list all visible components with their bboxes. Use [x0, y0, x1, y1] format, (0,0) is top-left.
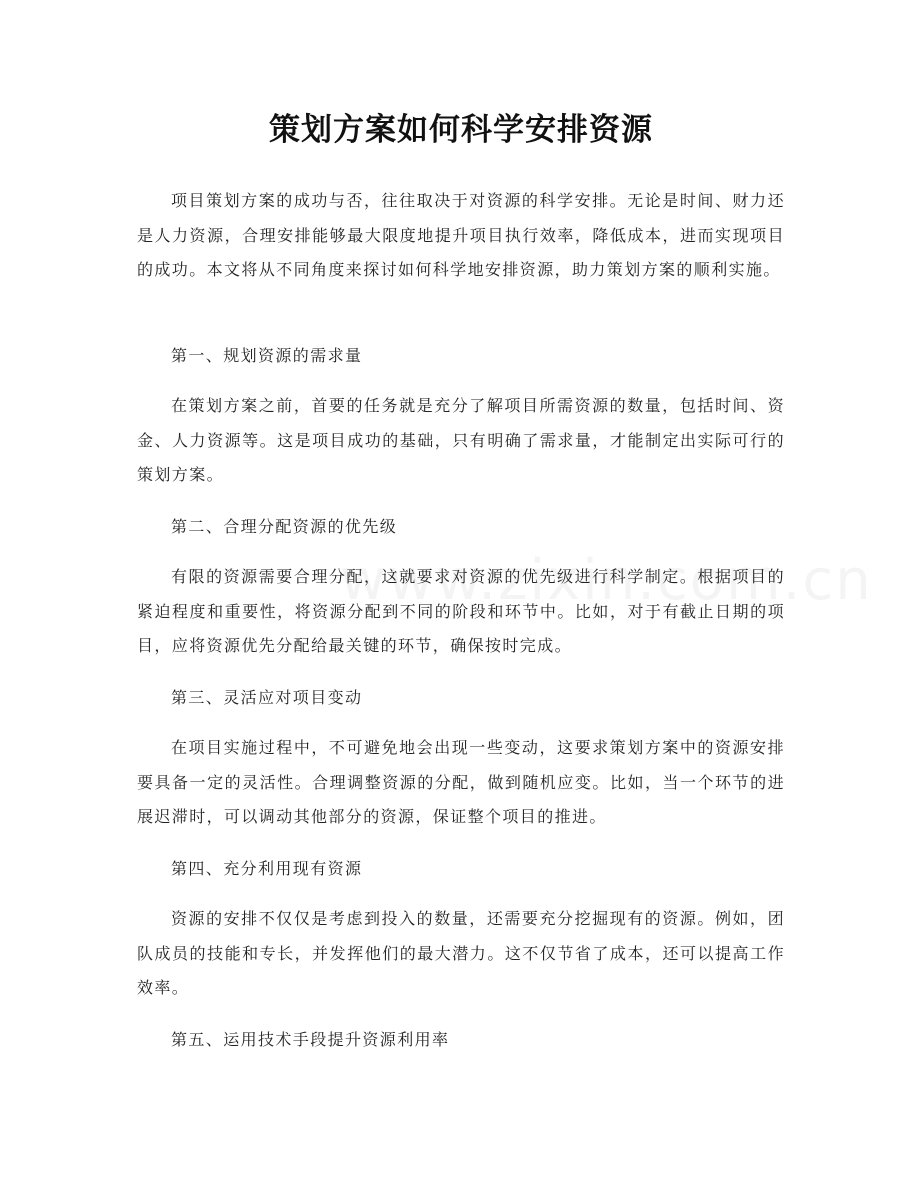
document-title: 策划方案如何科学安排资源: [269, 112, 653, 148]
section-heading-2: 第二、合理分配资源的优先级: [171, 517, 398, 536]
section-heading-4: 第四、充分利用现有资源: [171, 859, 363, 878]
intro-paragraph: 项目策划方案的成功与否，往往取决于对资源的科学安排。无论是时间、财力还是人力资源，合理安排能够最大限度地提升项目执行效率，降低成本，进而实现项目的成功。本文将从不同角度来探讨如何科学地安排资源，助力策划方案的顺利实施。: [137, 191, 785, 279]
section-heading-1: 第一、规划资源的需求量: [171, 346, 363, 365]
section-paragraph-1: 在策划方案之前，首要的任务就是充分了解项目所需资源的数量，包括时间、资金、人力资源等。这是项目成功的基础，只有明确了需求量，才能制定出实际可行的策划方案。: [137, 396, 785, 484]
section-heading-3: 第三、灵活应对项目变动: [171, 688, 363, 707]
section-paragraph-3: 在项目实施过程中，不可避免地会出现一些变动，这要求策划方案中的资源安排要具备一定的灵活性。合理调整资源的分配，做到随机应变。比如，当一个环节的进展迟滞时，可以调动其他部分的资源，保证整个项目的推进。: [137, 738, 785, 826]
section-paragraph-2: 有限的资源需要合理分配，这就要求对资源的优先级进行科学制定。根据项目的紧迫程度和重要性，将资源分配到不同的阶段和环节中。比如，对于有截止日期的项目，应将资源优先分配给最关键的环节，确保按时完成。: [137, 567, 785, 655]
section-paragraph-4: 资源的安排不仅仅是考虑到投入的数量，还需要充分挖掘现有的资源。例如，团队成员的技能和专长，并发挥他们的最大潜力。这不仅节省了成本，还可以提高工作效率。: [137, 909, 785, 997]
section-heading-5: 第五、运用技术手段提升资源利用率: [171, 1030, 450, 1049]
